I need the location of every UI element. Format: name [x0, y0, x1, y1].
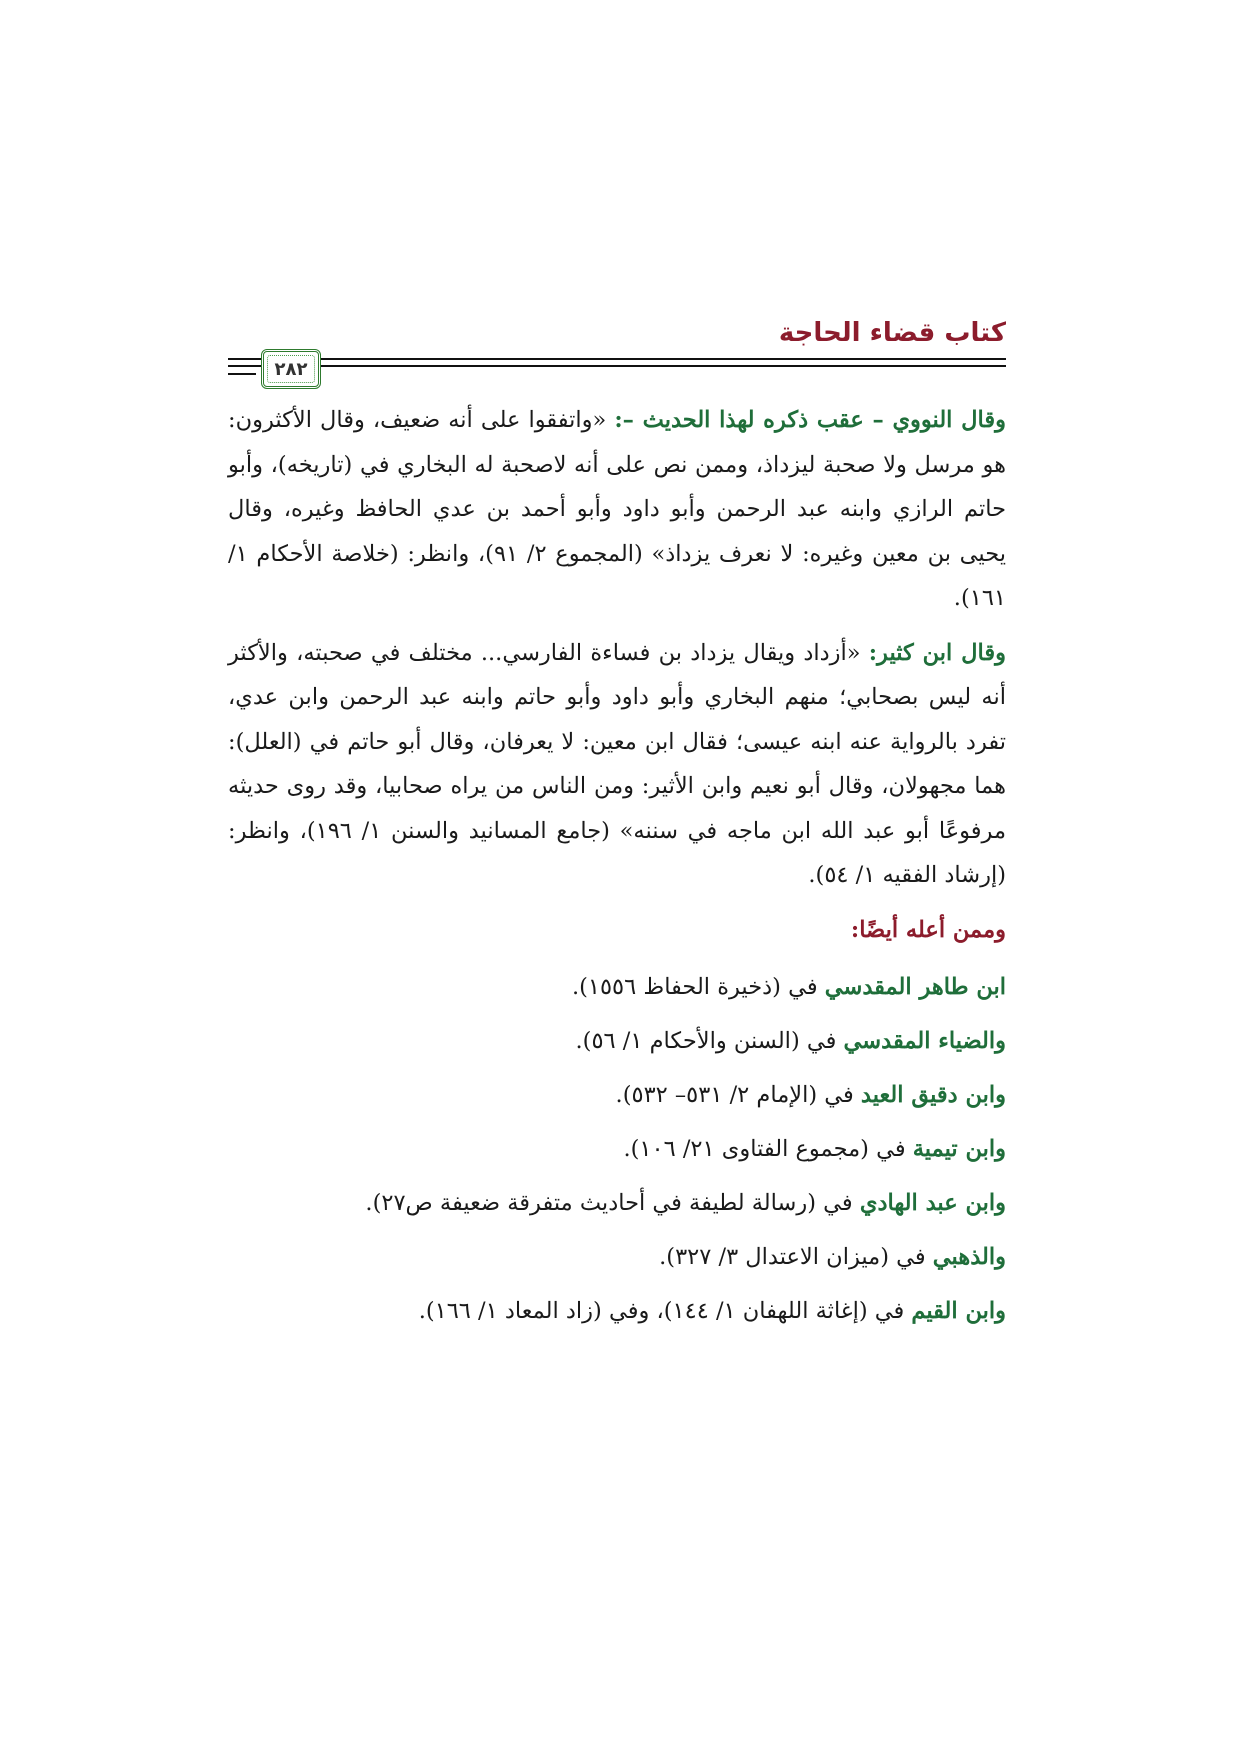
list-item [228, 960, 1006, 1014]
list-item [228, 1122, 1006, 1176]
subheading [228, 908, 1006, 953]
scholar-source: في (ذخيرة الحفاظ ١٥٥٦). [571, 974, 825, 1000]
list-item [228, 1176, 1006, 1230]
scholar-name: وابن القيم [911, 1298, 1006, 1324]
scholar-source: في (ميزان الاعتدال ٣/ ٣٢٧). [659, 1244, 933, 1270]
scholar-source: في (رسالة لطيفة في أحاديث متفرقة ضعيفة ص٢٧). [365, 1190, 860, 1216]
scholar-name: وابن دقيق العيد [860, 1082, 1006, 1108]
scholar-name: وابن عبد الهادي [859, 1190, 1006, 1216]
header-rule-top [228, 358, 1006, 360]
list-item [228, 1284, 1006, 1338]
subheading-text: وممن أعله أيضًا: [850, 916, 1006, 943]
page-header [228, 318, 1006, 388]
speaker-nawawi: وقال النووي – عقب ذكره لهذا الحديث –: [614, 407, 1006, 433]
list-item [228, 1014, 1006, 1068]
header-rule-short [228, 373, 256, 375]
page-number: ٢٨٢ [274, 358, 308, 380]
scholar-name: ابن طاهر المقدسي [824, 974, 1006, 1000]
scholar-source: في (السنن والأحكام ١/ ٥٦). [575, 1028, 844, 1054]
page-number-badge [261, 349, 321, 389]
quote-ibn-kathir: «أزداد ويقال يزداد بن فساءة الفارسي... مختلف في صحبته، والأكثر أنه ليس بصحابي؛ منهم البخاري وأبو داود وأبو حاتم وابنه عبد الرحمن وابن عدي، تفرد بالرواية عنه ابنه عيسى؛ فقال ابن معين: لا يعرفان، وقال أبو حاتم في (العلل): هما مجهولان، وقال أبو نعيم وابن الأثير: ومن الناس من يراه صحابيا، وقد روى حديثه مرفوعًا أبو عبد الله ابن ماجه في سننه» (جامع المسانيد والسنن ١/ ١٩٦)، وانظر: (إرشاد الفقيه ١/ ٥٤). [228, 639, 1007, 888]
paragraph-nawawi [228, 398, 1006, 621]
scholar-source: في (مجموع الفتاوى ٢١/ ١٠٦). [623, 1136, 913, 1162]
speaker-ibn-kathir: وقال ابن كثير: [868, 639, 1006, 666]
list-item [228, 1230, 1006, 1284]
scholar-name: وابن تيمية [912, 1136, 1006, 1162]
scholar-source: في (الإمام ٢/ ٥٣١– ٥٣٢). [615, 1082, 861, 1108]
scholar-list [228, 960, 1006, 1338]
scholar-name: والذهبي [932, 1244, 1006, 1270]
quote-nawawi: «واتفقوا على أنه ضعيف، وقال الأكثرون: هو مرسل ولا صحبة ليزداذ، وممن نص على أنه لاصحبة له البخاري في (تاريخه)، وأبو حاتم الرازي وابنه عبد الرحمن وأبو داود وأبو أحمد بن عدي الحافظ وغيره، وقال يحيى بن معين وغيره: لا نعرف يزداذ» (المجموع ٢/ ٩١)، وانظر: (خلاصة الأحكام ١/ ١٦١). [228, 407, 1007, 611]
scholar-source: في (إغاثة اللهفان ١/ ١٤٤)، وفي (زاد المعاد ١/ ١٦٦). [418, 1298, 912, 1324]
book-title: كتاب قضاء الحاجة [778, 318, 1006, 348]
scholar-name: والضياء المقدسي [843, 1028, 1006, 1054]
page-body [228, 398, 1006, 1338]
list-item [228, 1068, 1006, 1122]
paragraph-ibn-kathir [228, 631, 1006, 898]
header-rule-bottom [228, 365, 1006, 367]
